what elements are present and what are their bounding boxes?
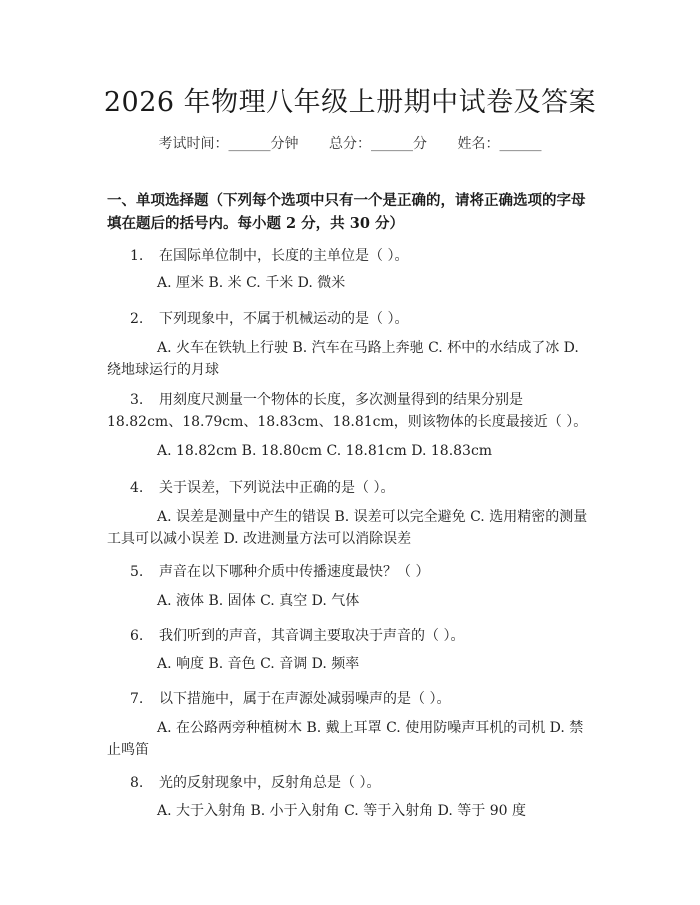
question-options: A. 18.82cm B. 18.80cm C. 18.81cm D. 18.83cm <box>157 443 493 459</box>
exam-time: 考试时间：______分钟 <box>158 136 299 152</box>
question-5 <box>130 561 429 581</box>
question-text: 以下措施中，属于在声源处减弱噪声的是（ ）。 <box>159 691 451 707</box>
question-options: A. 在公路两旁种植树木 B. 戴上耳罩 C. 使用防噪声耳机的司机 D. 禁止鸣笛 <box>107 720 584 758</box>
exam-meta <box>0 133 700 153</box>
student-name: 姓名：______ <box>457 136 542 152</box>
section-heading: 一、单项选择题（下列每个选项中只有一个是正确的，请将正确选项的字母填在题后的括号内。每小题 2 分，共 30 分） <box>107 192 586 232</box>
question-options: A. 厘米 B. 米 C. 千米 D. 微米 <box>157 275 346 291</box>
question-options: A. 误差是测量中产生的错误 B. 误差可以完全避免 C. 选用精密的测量工具可以减小误差 D. 改进测量方法可以消除误差 <box>107 509 588 547</box>
question-number: 2. <box>130 311 144 327</box>
question-2 <box>130 308 408 328</box>
question-text: 我们听到的声音，其音调主要取决于声音的（ ）。 <box>159 628 465 644</box>
question-7 <box>130 688 450 708</box>
question-8 <box>130 772 380 792</box>
question-text: 下列现象中，不属于机械运动的是（ ）。 <box>159 311 409 327</box>
question-3 <box>107 389 597 433</box>
question-number: 3. <box>130 392 144 408</box>
question-number: 8. <box>130 775 144 791</box>
question-number: 4. <box>130 480 144 496</box>
question-options: A. 液体 B. 固体 C. 真空 D. 气体 <box>157 593 360 609</box>
question-number: 7. <box>130 691 144 707</box>
question-text: 关于误差，下列说法中正确的是（ ）。 <box>159 480 395 496</box>
question-number: 1. <box>130 248 144 264</box>
exam-score: 总分：______分 <box>329 136 427 152</box>
question-6 <box>130 625 464 645</box>
question-options: A. 火车在铁轨上行驶 B. 汽车在马路上奔驰 C. 杯中的水结成了冰 D. 绕地球运行的月球 <box>107 340 579 378</box>
page-title: 2026 年物理八年级上册期中试卷及答案 <box>103 87 597 118</box>
question-text: 用刻度尺测量一个物体的长度，多次测量得到的结果分别是 18.82cm、18.79cm、18.83cm、18.81cm，则该物体的长度最接近（ ）。 <box>107 392 588 430</box>
question-number: 6. <box>130 628 144 644</box>
question-text: 光的反射现象中，反射角总是（ ）。 <box>159 775 381 791</box>
question-text: 声音在以下哪种介质中传播速度最快？（ ） <box>159 564 430 580</box>
question-options: A. 大于入射角 B. 小于入射角 C. 等于入射角 D. 等于 90 度 <box>157 803 527 819</box>
question-number: 5. <box>130 564 144 580</box>
question-options: A. 响度 B. 音色 C. 音调 D. 频率 <box>157 656 360 672</box>
question-4 <box>130 477 394 497</box>
question-1 <box>130 245 408 265</box>
question-text: 在国际单位制中，长度的主单位是（ ）。 <box>159 248 409 264</box>
